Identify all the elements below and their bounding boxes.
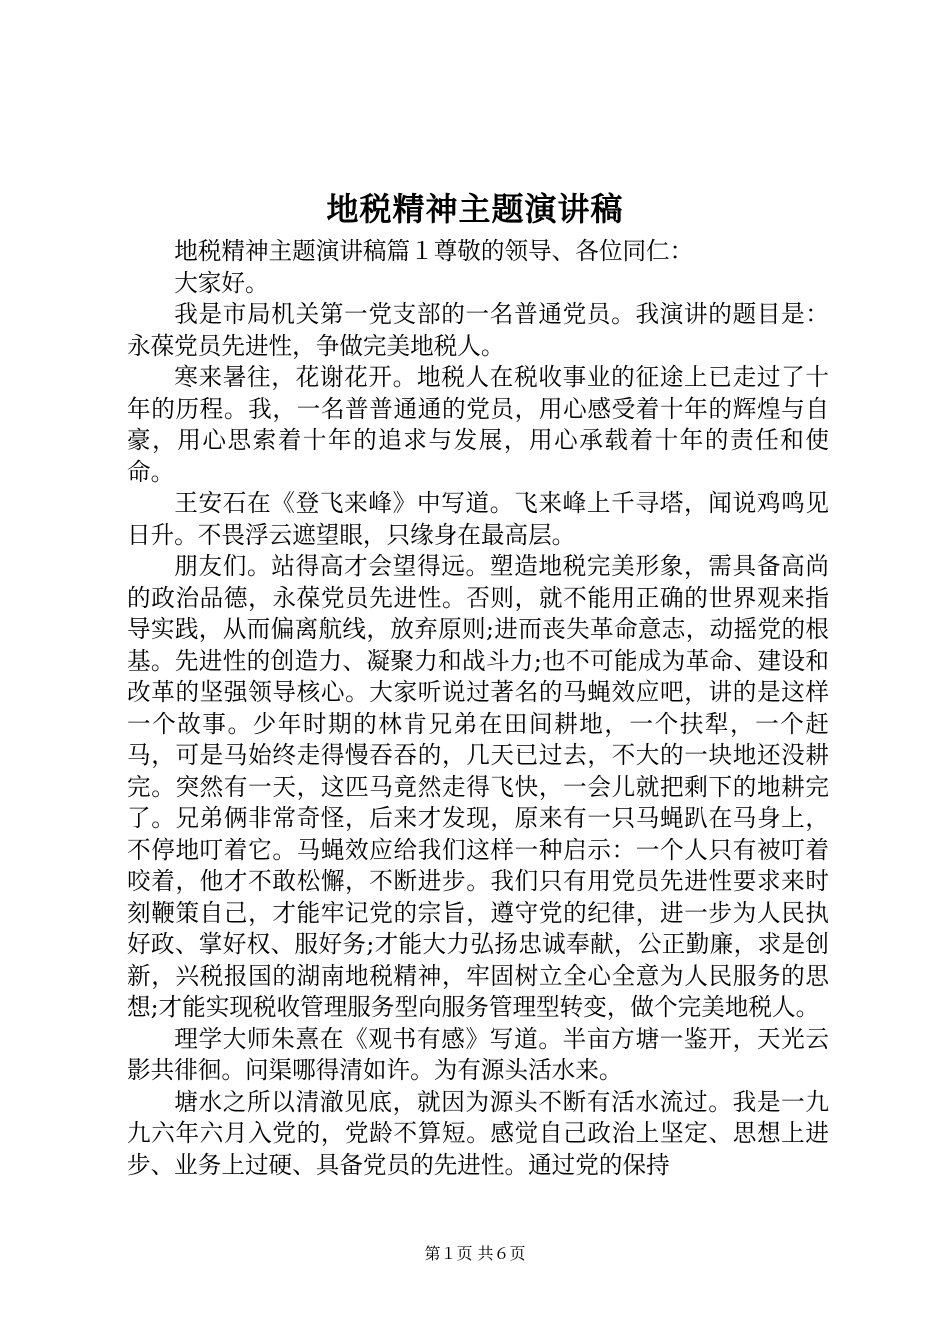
document-body [127, 236, 829, 1181]
paragraph: 理学大师朱熹在《观书有感》写道。半亩方塘一鉴开，天光云影共徘徊。问渠哪得清如许。为有源头活水来。 [127, 1024, 829, 1084]
paragraph: 地税精神主题演讲稿篇１尊敬的领导、各位同仁： [174, 237, 694, 265]
paragraph: 我是市局机关第一党支部的一名普通党员。我演讲的题目是：永葆党员先进性，争做完美地税人。 [127, 300, 829, 360]
paragraph: 王安石在《登飞来峰》中写道。飞来峰上千寻塔，闻说鸡鸣见日升。不畏浮云遮望眼，只缘身在最高层。 [127, 489, 829, 549]
paragraph: 大家好。 [174, 268, 269, 297]
document-title: 地税精神主题演讲稿 [326, 190, 624, 228]
paragraph: 朋友们。站得高才会望得远。塑造地税完美形象，需具备高尚的政治品德，永葆党员先进性。否则，就不能用正确的世界观来指导实践，从而偏离航线，放弃原则;进而丧失革命意志，动摇党的根基。先进性的创造力、凝聚力和战斗力;也不可能成为革命、建设和改革的坚强领导核心。大家听说过著名的马蝇效应吧，讲的是这样一个故事。少年时期的林肯兄弟在田间耕地，一个扶犁，一个赶马，可是马始终走得慢吞吞的，几天已过去，不大的一块地还没耕完。突然有一天，这匹马竟然走得飞快，一会儿就把剩下的地耕完了。兄弟俩非常奇怪，后来才发现，原来有一只马蝇趴在马身上，不停地叮着它。马蝇效应给我们这样一种启示：一个人只有被叮着咬着，他才不敢松懈，不断进步。我们只有用党员先进性要求来时刻鞭策自己，才能牢记党的宗旨，遵守党的纪律，进一步为人民执好政、掌好权、服好务;才能大力弘扬忠诚奉献，公正勤廉，求是创新，兴税报国的湖南地税精神，牢固树立全心全意为人民服务的思想;才能实现税收管理服务型向服务管理型转变，做个完美地税人。 [127, 552, 829, 1021]
paragraph: 寒来暑往，花谢花开。地税人在税收事业的征途上已走过了十年的历程。我，一名普普通通的党员，用心感受着十年的辉煌与自豪，用心思索着十年的追求与发展，用心承载着十年的责任和使命。 [127, 363, 829, 486]
page-indicator: 第１页 共６页 [424, 1244, 526, 1263]
paragraph: 塘水之所以清澈见底，就因为源头不断有活水流过。我是一九九六年六月入党的，党龄不算短。感觉自己政治上坚定、思想上进步、业务上过硬、具备党员的先进性。通过党的保持 [127, 1087, 829, 1179]
